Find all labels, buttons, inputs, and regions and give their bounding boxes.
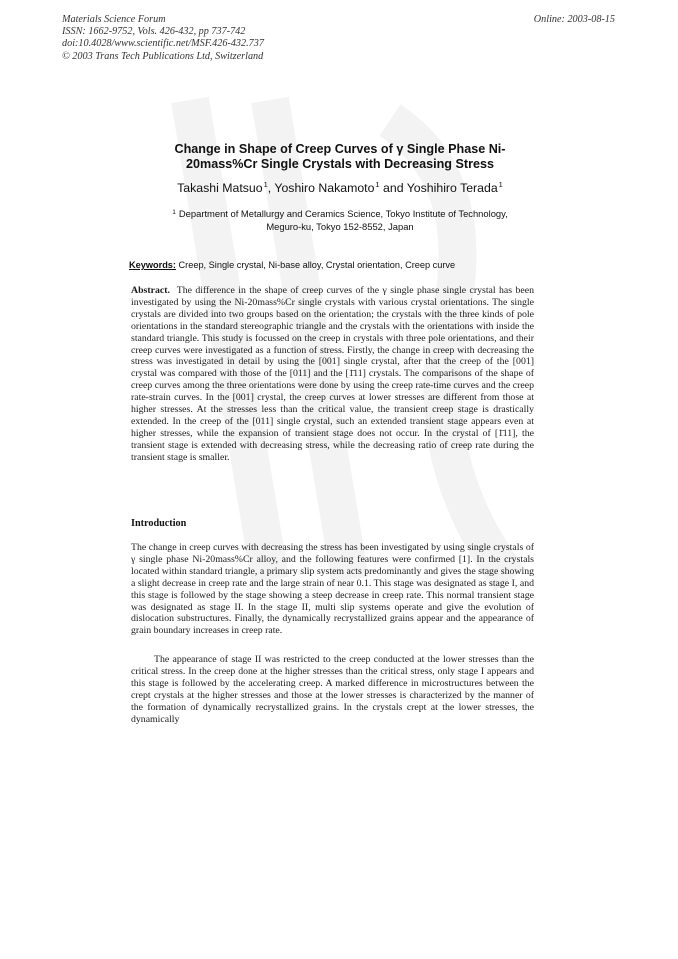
- section-heading-introduction: Introduction: [131, 518, 187, 529]
- abstract: [131, 285, 534, 464]
- journal-issn: ISSN: 1662-9752, Vols. 426-432, pp 737-742: [62, 26, 246, 38]
- intro-paragraph-2-text: The appearance of stage II was restricted to the creep conducted at the lower stresses than the critical stress. In the creep done at the higher stresses than the critical stress, only stage I appears and this stage is followed by the accelerating creep. A marked difference in microstructures between the crept crystals at the higher stresses and those at the lower stresses is characterized by the manner of the formation of dynamically recrystallized grains. In the crystals crept at the lower stresses, the dynamically: [131, 654, 534, 725]
- keywords: [129, 260, 455, 270]
- paper-title: Change in Shape of Creep Curves of γ Single Phase Ni-20mass%Cr Single Crystals with Decreasing Stress: [174, 142, 506, 171]
- affiliation-line-2: Meguro-ku, Tokyo 152-8552, Japan: [266, 221, 414, 232]
- online-date: Online: 2003-08-15: [533, 14, 615, 25]
- journal-name: Materials Science Forum: [62, 14, 166, 25]
- author-affiliation-mark: 1: [263, 180, 268, 189]
- author-affiliation-mark: 1: [498, 180, 503, 189]
- keywords-text: Creep, Single crystal, Ni-base alloy, Crystal orientation, Creep curve: [175, 260, 456, 270]
- intro-paragraph-1-text: The change in creep curves with decreasing the stress has been investigated by using single crystals of γ single phase Ni-20mass%Cr alloy, and the following features were confirmed [1]. In the crystals located within standard triangle, a primary slip system acts predominantly and gives the stage showing a slight decrease in creep rate and the large strain of near 0.1. This stage was designated as stage I, and this stage is followed by the stage showing a steep decrease in creep rate. This normal transient stage was designated as stage II. In the stage II, multi slip systems operate and give the evolution of dislocation substructures. Finally, the dynamically recrystallized grains appear and the appearance of grain boundary increases in creep rate.: [131, 542, 534, 637]
- abstract-label: Abstract.: [131, 285, 170, 296]
- author-affiliation-mark: 1: [375, 180, 380, 189]
- journal-info: [62, 14, 264, 63]
- journal-doi[interactable]: doi:10.4028/www.scientific.net/MSF.426-432.737: [62, 38, 264, 50]
- affiliation-line-1: Department of Metallurgy and Ceramics Science, Tokyo Institute of Technology,: [178, 208, 508, 219]
- intro-paragraph-1: [131, 542, 534, 637]
- author-name: Yoshiro Nakamoto: [274, 181, 375, 195]
- abstract-text: The difference in the shape of creep curves of the γ single phase single crystal has been investigated by using the Ni-20mass%Cr single crystals with various crystal orientations. The single crystals are divided into two groups based on the orientation; the crystals with the three kinds of pole orientations in the standard stereographic triangle and the crystals with the orientations with inside the standard triangle. This study is focussed on the creep in crystals with three pole orientations, and their creep curves were investigated as a function of stress. Firstly, the change in creep with decreasing the stress was investigated in detail by using the [001] single crystal, after that the creep of the [001] crystal was compared with those of the [011] and the [1̄11] crystals. The comparisons of the shape of creep curves among the three orientations were done by using the creep rate-time curves and the creep rate-strain curves. In the [001] crystal, the creep curves at lower stresses are different from those at higher stresses. At the stresses less than the critical value, the transient creep stage is drastically extended. In the creep of the [011] single crystal, such an extended transient stage appears even at higher stresses, while the expansion of transient stage does not occur. In the crystal of [1̄11], the transient stage is extended with decreasing stress, while the decreasing ratio of creep rate during the transient stage is smaller.: [131, 285, 534, 463]
- author-separator: and: [379, 181, 407, 195]
- journal-copyright: © 2003 Trans Tech Publications Ltd, Switzerland: [62, 50, 264, 62]
- affiliation: [130, 206, 550, 233]
- keywords-label: Keywords:: [129, 260, 176, 270]
- author-name: Takashi Matsuo: [177, 181, 263, 195]
- intro-paragraph-2: [131, 654, 534, 725]
- author-separator: ,: [267, 181, 275, 195]
- affiliation-mark: 1: [172, 209, 176, 216]
- author-name: Yoshihiro Terada: [406, 181, 498, 195]
- author-list: [110, 180, 570, 195]
